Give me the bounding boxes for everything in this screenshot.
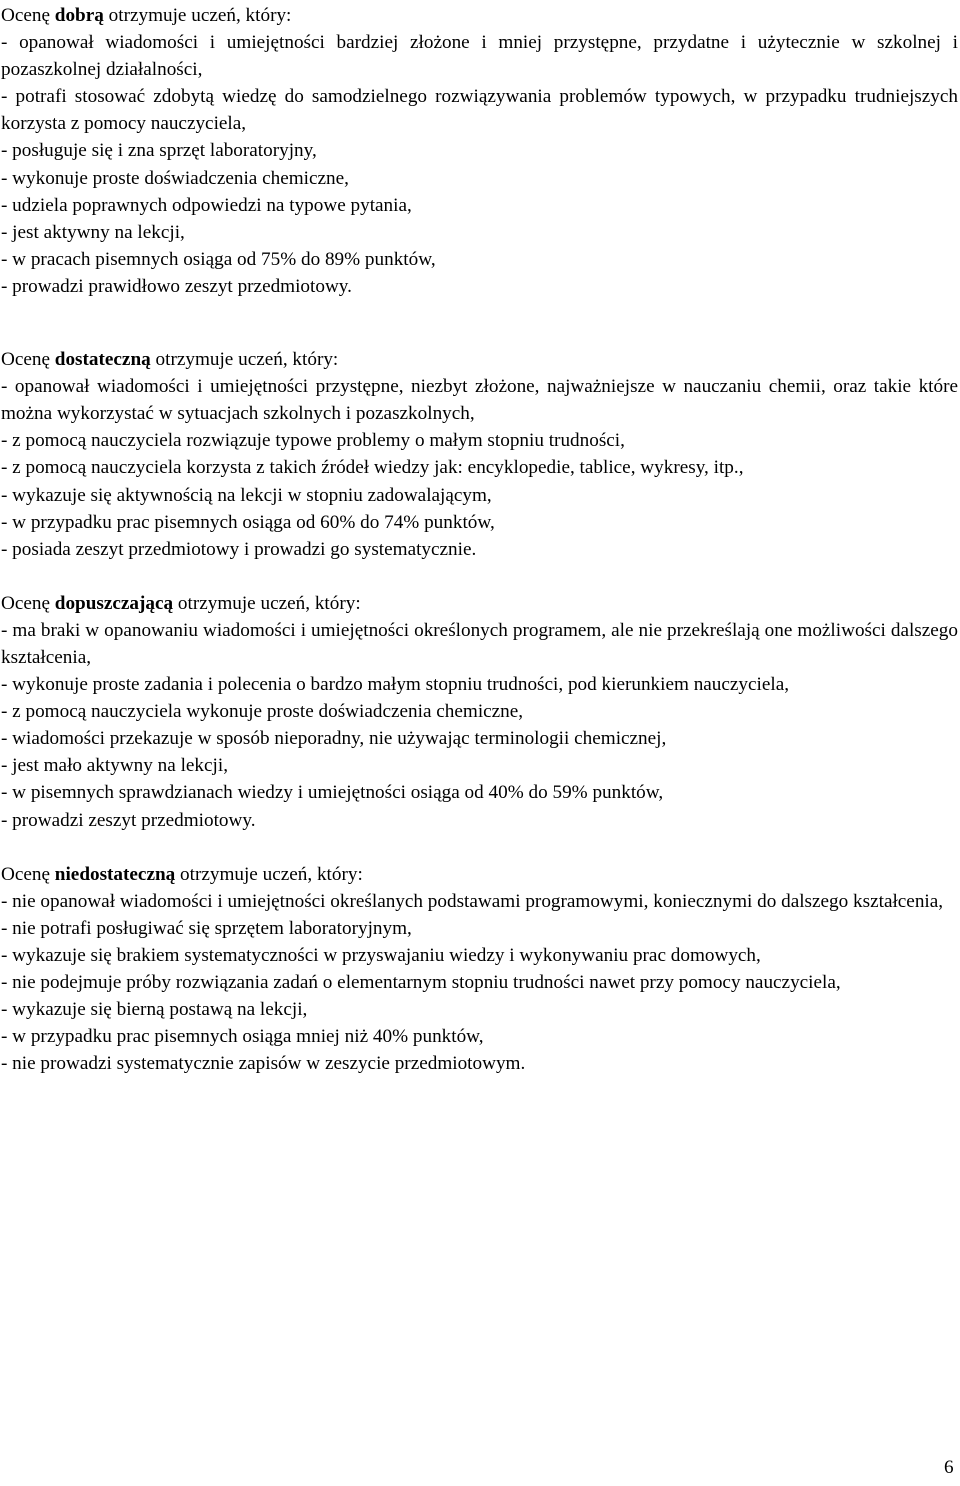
criterion-item: - nie podejmuje próby rozwiązania zadań o elementarnym stopniu trudności nawet przy pomocy nauczyciela, bbox=[1, 972, 841, 993]
criterion-item: - jest mało aktywny na lekcji, bbox=[1, 755, 228, 777]
heading-prefix: Ocenę bbox=[1, 863, 55, 885]
criterion-item: - nie opanował wiadomości i umiejętności określanych podstawami programowymi, koniecznymi do dalszego kształcenia, bbox=[1, 890, 944, 912]
criterion-item: - potrafi stosować zdobytą wiedzę do samodzielnego rozwiązywania problemów typowych, w przypadku trudniejszych korzysta z pomocy nauczyciela, bbox=[1, 86, 958, 135]
criterion-item: - opanował wiadomości i umiejętności przystępne, niezbyt złożone, najważniejsze w nauczaniu chemii, oraz takie które można wykorzystać w sytuacjach szkolnych i pozaszkolnych, bbox=[1, 376, 958, 425]
criterion-item: - ma braki w opanowaniu wiadomości i umiejętności określonych programem, ale nie przekreślają one możliwości dalszego kształcenia, bbox=[1, 619, 958, 668]
grade-name: dopuszczającą bbox=[54, 592, 174, 614]
section-spacer bbox=[1, 834, 958, 861]
grade-section-sufficient bbox=[1, 346, 958, 563]
heading-suffix: otrzymuje uczeń, który: bbox=[175, 863, 363, 885]
section-heading bbox=[1, 590, 958, 617]
criterion-item: - wykazuje się brakiem systematyczności w przyswajaniu wiedzy i wykonywaniu prac domowych, bbox=[1, 944, 761, 966]
criterion-item: - z pomocą nauczyciela rozwiązuje typowe problemy o małym stopniu trudności, bbox=[1, 430, 625, 452]
criterion-item: - udziela poprawnych odpowiedzi na typowe pytania, bbox=[1, 194, 412, 216]
page-number: 6 bbox=[944, 1457, 954, 1478]
criterion-item: - wykonuje proste zadania i polecenia o bardzo małym stopniu trudności, pod kierunkiem nauczyciela, bbox=[1, 674, 790, 696]
heading-suffix: otrzymuje uczeń, który: bbox=[150, 349, 339, 371]
criterion-item: - w pisemnych sprawdzianach wiedzy i umiejętności osiąga od 40% do 59% punktów, bbox=[1, 782, 664, 804]
grade-name: dostateczną bbox=[54, 349, 151, 371]
criterion-item: - nie potrafi posługiwać się sprzętem laboratoryjnym, bbox=[1, 917, 412, 939]
criterion-item: - prowadzi prawidłowo zeszyt przedmiotowy. bbox=[1, 275, 352, 297]
criterion-item: - wykonuje proste doświadczenia chemiczne, bbox=[1, 167, 349, 189]
criterion-item: - jest aktywny na lekcji, bbox=[1, 221, 185, 243]
criterion-item: - nie prowadzi systematycznie zapisów w zeszycie przedmiotowym. bbox=[1, 1053, 526, 1075]
heading-prefix: Ocenę bbox=[1, 5, 55, 26]
grade-section-passing bbox=[1, 590, 958, 834]
heading-suffix: otrzymuje uczeń, który: bbox=[173, 592, 361, 614]
heading-suffix: otrzymuje uczeń, który: bbox=[103, 5, 292, 26]
criterion-item: - w pracach pisemnych osiąga od 75% do 89% punktów, bbox=[1, 248, 436, 270]
section-spacer bbox=[1, 563, 958, 590]
grade-name: dobrą bbox=[54, 5, 104, 26]
criterion-item: - z pomocą nauczyciela korzysta z takich źródeł wiedzy jak: encyklopedie, tablice, wykresy, itp., bbox=[1, 457, 744, 479]
criterion-item: - posługuje się i zna sprzęt laboratoryjny, bbox=[1, 140, 317, 162]
section-spacer bbox=[1, 300, 958, 346]
heading-prefix: Ocenę bbox=[1, 592, 55, 614]
criterion-item: - w przypadku prac pisemnych osiąga mniej niż 40% punktów, bbox=[1, 1026, 484, 1048]
section-heading bbox=[1, 2, 958, 29]
grade-section-good bbox=[1, 2, 958, 300]
section-heading bbox=[1, 861, 958, 888]
criterion-item: - opanował wiadomości i umiejętności bardziej złożone i mniej przystępne, przydatne i użytecznie w szkolnej i pozaszkolnej działalności, bbox=[1, 32, 958, 81]
criterion-item: - wykazuje się aktywnością na lekcji w stopniu zadowalającym, bbox=[1, 484, 492, 506]
criterion-item: - posiada zeszyt przedmiotowy i prowadzi go systematycznie. bbox=[1, 538, 477, 560]
criterion-item: - wykazuje się bierną postawą na lekcji, bbox=[1, 999, 308, 1021]
grade-section-failing bbox=[1, 861, 958, 1078]
grade-name: niedostateczną bbox=[54, 863, 176, 885]
criterion-item: - wiadomości przekazuje w sposób nieporadny, nie używając terminologii chemicznej, bbox=[1, 728, 667, 750]
document-page bbox=[1, 2, 958, 1077]
criterion-item: - z pomocą nauczyciela wykonuje proste doświadczenia chemiczne, bbox=[1, 701, 524, 723]
criterion-item: - w przypadku prac pisemnych osiąga od 60% do 74% punktów, bbox=[1, 511, 495, 533]
heading-prefix: Ocenę bbox=[1, 349, 55, 371]
section-heading bbox=[1, 346, 958, 373]
criterion-item: - prowadzi zeszyt przedmiotowy. bbox=[1, 809, 256, 831]
